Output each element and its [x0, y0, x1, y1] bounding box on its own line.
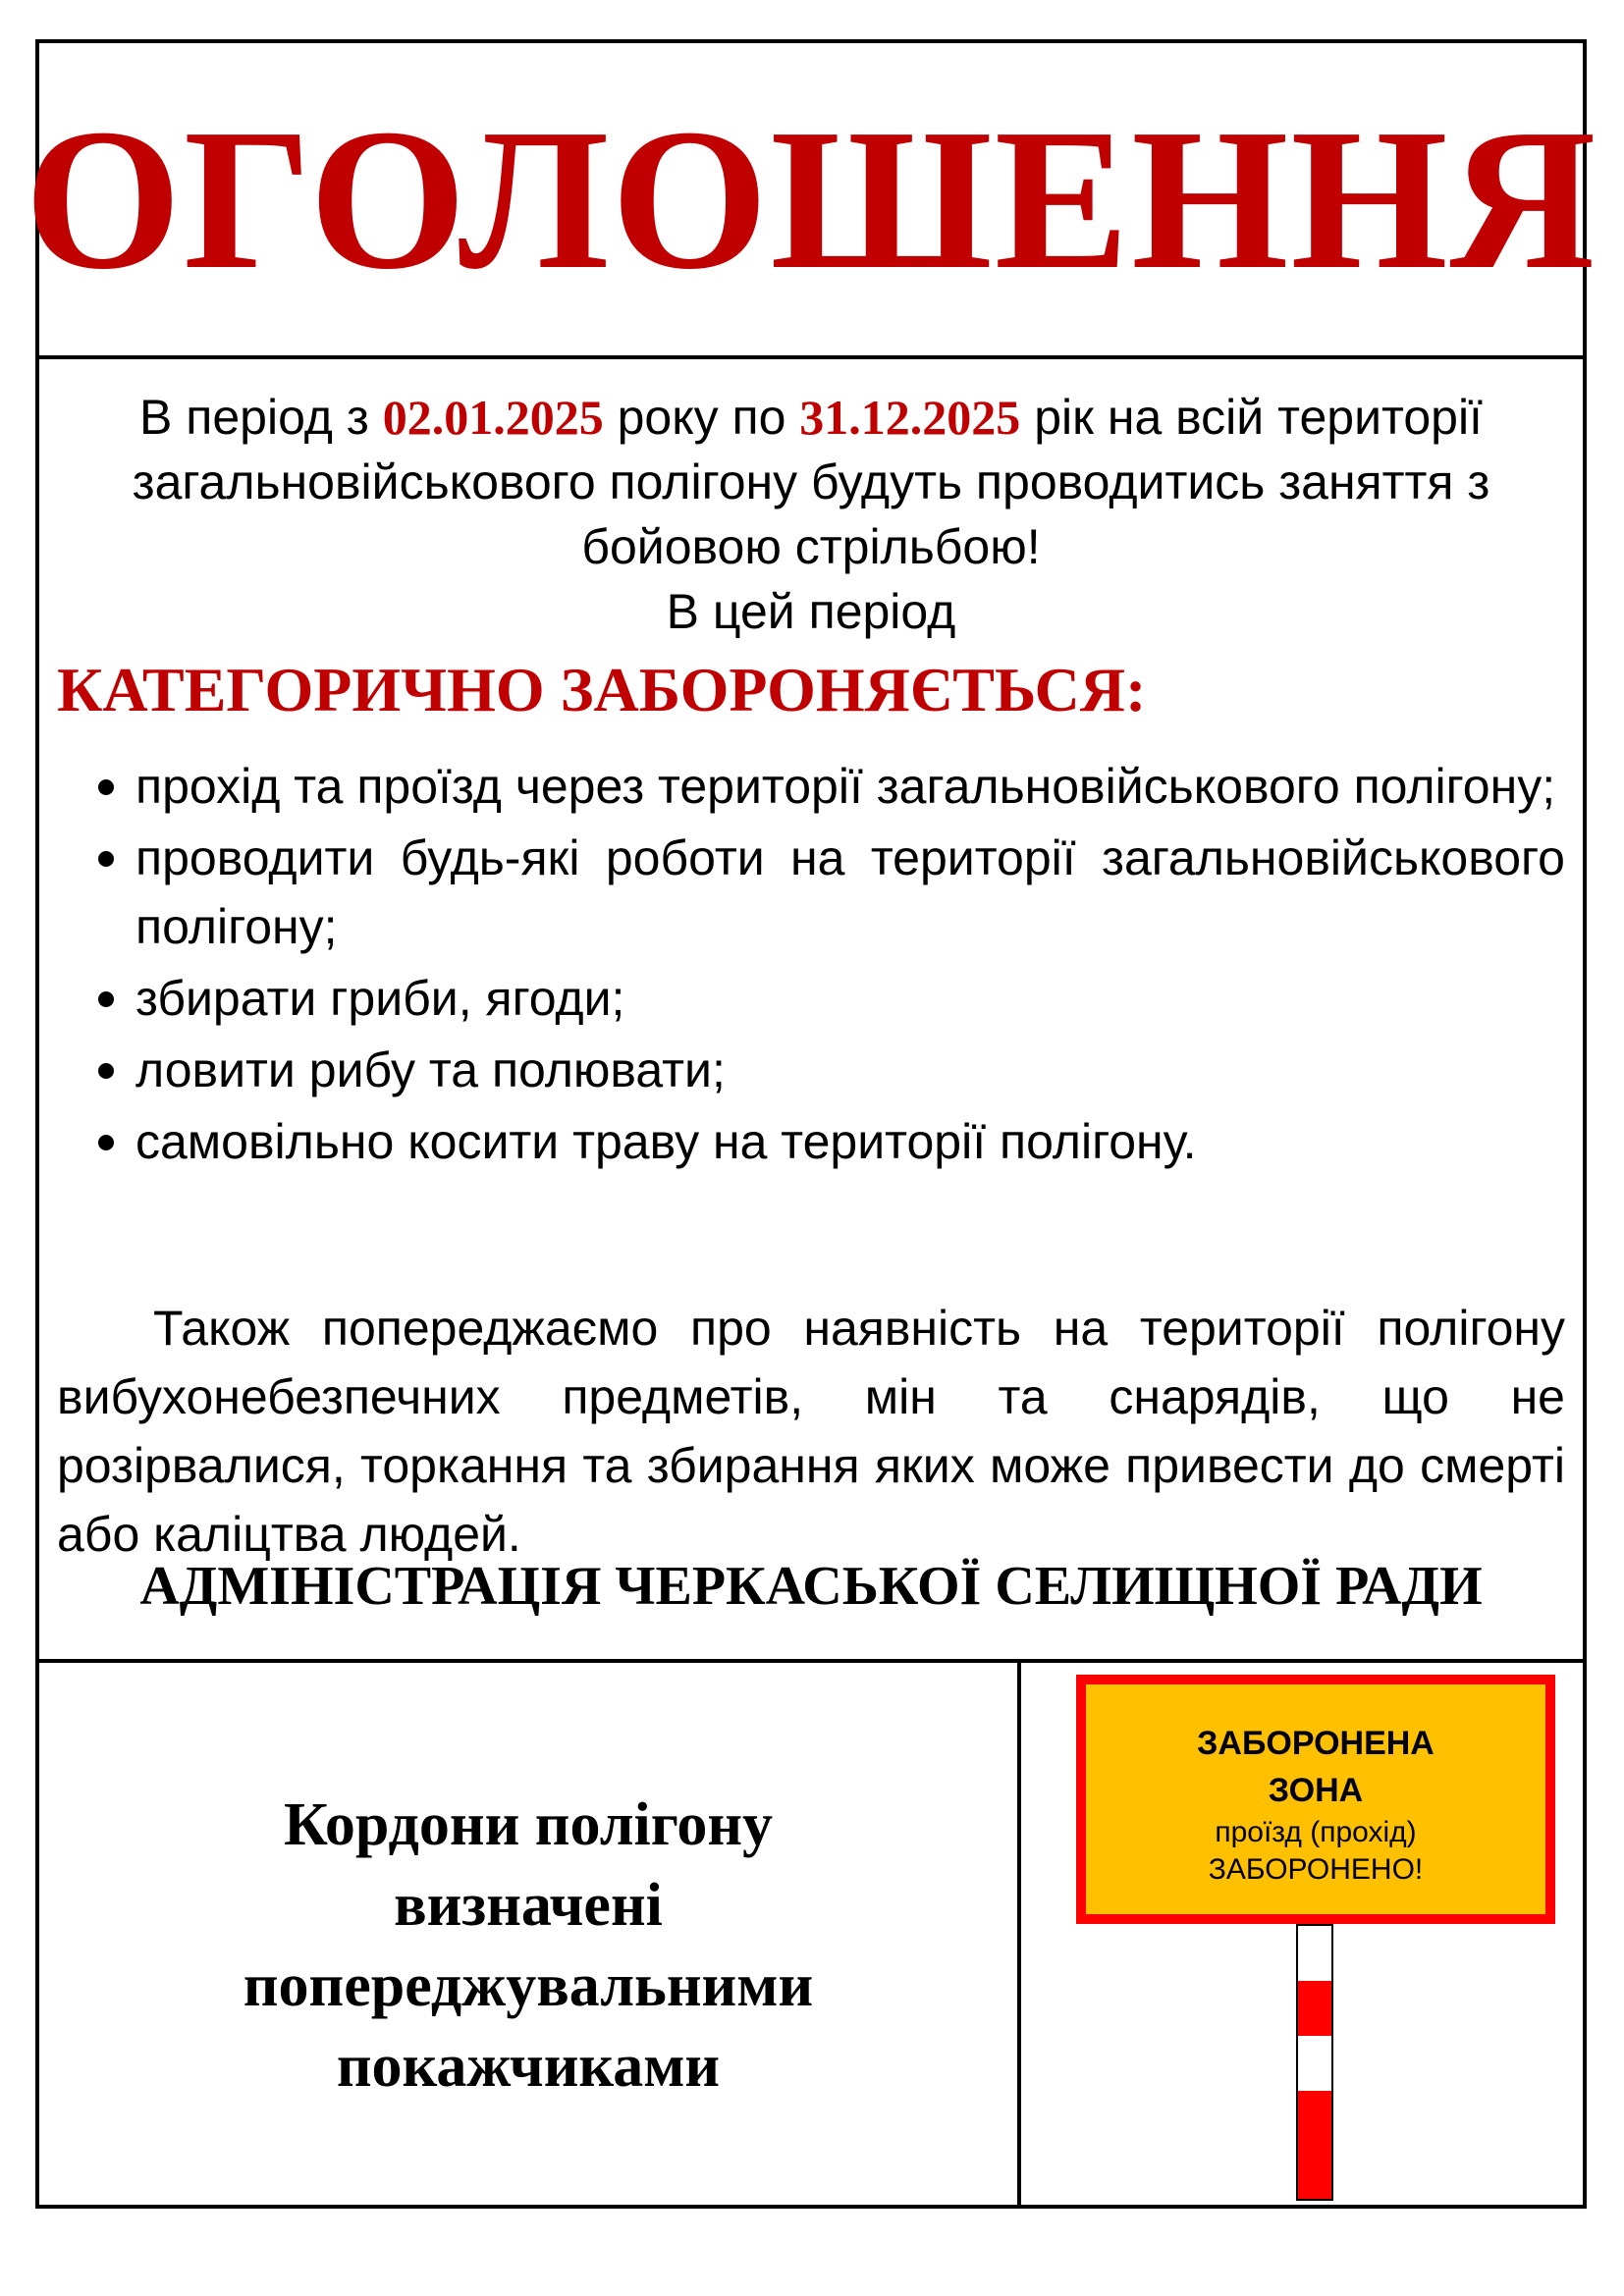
date-from: 02.01.2025	[382, 390, 604, 445]
prohibition-list	[57, 752, 1565, 1179]
list-item-text: самовільно косити траву на території полігону.	[135, 1114, 1197, 1169]
date-to: 31.12.2025	[799, 390, 1021, 445]
list-item-text: ловити рибу та полювати;	[135, 1042, 726, 1097]
sign-panel	[1021, 1663, 1583, 2205]
sign-line-4: ЗАБОРОНЕНО!	[1208, 1853, 1424, 1886]
bullet-icon	[98, 991, 114, 1007]
prohibition-heading: КАТЕГОРИЧНО ЗАБОРОНЯЄТЬСЯ:	[57, 655, 1147, 724]
bullet-icon	[98, 851, 114, 867]
title-section	[24, 43, 1598, 359]
forbidden-zone-sign	[1076, 1675, 1555, 1924]
list-item	[57, 1036, 1565, 1104]
list-item-text: проводити будь-які роботи на території загальновійськового полігону;	[135, 830, 1565, 954]
list-item	[57, 964, 1565, 1033]
pole-segment-red	[1298, 2146, 1331, 2201]
intro-text-end: рік на всій території загальновійськового полігону будуть проводитись заняття з бойовою стрільбою!	[132, 390, 1490, 574]
warning-note: Також попереджаємо про наявність на території полігону вибухонебезпечних предметів, мін та снарядів, що не розірвалися, торкання та збирання яких може привести до смерті або каліцтва людей.	[57, 1301, 1565, 1562]
pole-segment-red	[1298, 2091, 1331, 2146]
intro-period-line: В цей період	[666, 584, 956, 639]
page-title: ОГОЛОШЕННЯ	[24, 86, 1598, 311]
sign-pole	[1296, 1924, 1333, 2201]
signature: АДМІНІСТРАЦІЯ ЧЕРКАСЬКОЇ СЕЛИЩНОЇ РАДИ	[139, 1556, 1483, 1617]
pole-segment-white	[1298, 1926, 1331, 1981]
announcement-body	[39, 359, 1583, 1663]
bullet-icon	[98, 1135, 114, 1150]
sign-line-2: ЗОНА	[1268, 1772, 1364, 1809]
sign-line-3: проїзд (прохід)	[1215, 1816, 1417, 1848]
bullet-icon	[98, 1063, 114, 1079]
pole-segment-red	[1298, 1981, 1331, 2036]
list-item	[57, 824, 1565, 961]
intro-paragraph	[57, 385, 1565, 644]
sign-line-1: ЗАБОРОНЕНА	[1197, 1725, 1435, 1762]
list-item	[57, 752, 1565, 821]
bottom-section	[39, 1663, 1583, 2205]
borders-text: Кордони полігону визначені попереджувальними покажчиками	[243, 1791, 814, 2100]
list-item-text: збирати гриби, ягоди;	[135, 971, 625, 1026]
bullet-icon	[98, 779, 114, 795]
intro-text-start: В період з	[139, 390, 383, 445]
list-item-text: прохід та проїзд через території загальновійськового полігону;	[135, 759, 1556, 814]
borders-panel	[39, 1663, 1021, 2205]
intro-text-mid: року по	[603, 390, 800, 445]
list-item	[57, 1107, 1565, 1176]
pole-segment-white	[1298, 2036, 1331, 2091]
announcement-frame	[24, 39, 1598, 2209]
